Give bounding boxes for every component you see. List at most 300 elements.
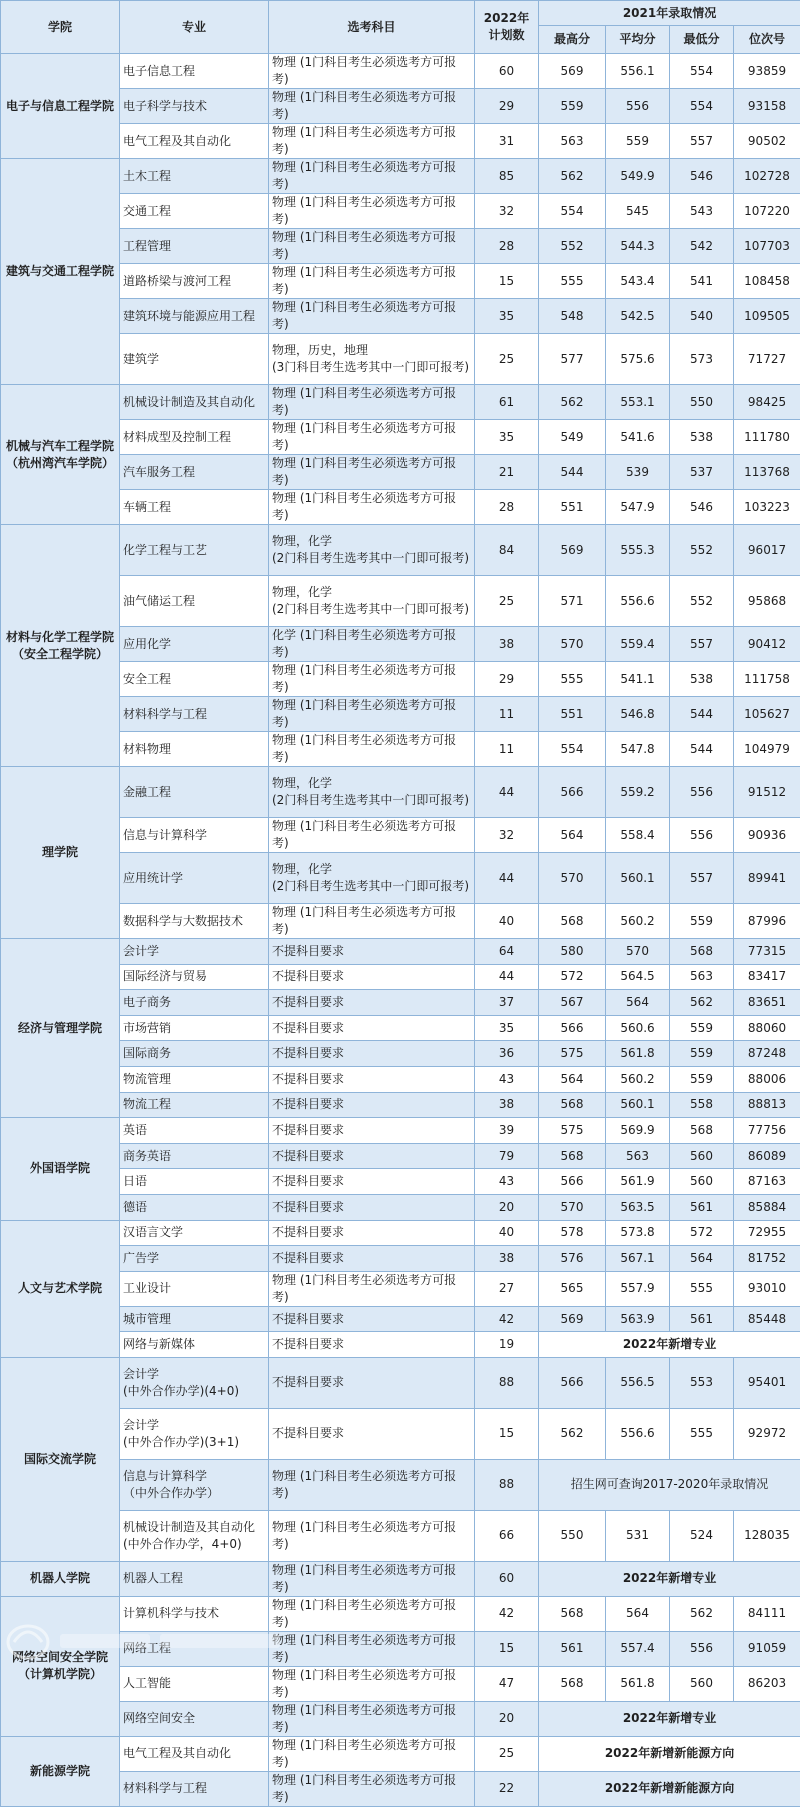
- min-score: 540: [670, 299, 734, 334]
- avg-score: 560.1: [606, 853, 670, 904]
- subject-requirement: 化学 (1门科目考生必须选考方可报考): [269, 627, 475, 662]
- major-name: 日语: [120, 1169, 269, 1195]
- rank-number: 107220: [734, 194, 800, 229]
- rank-number: 98425: [734, 385, 800, 420]
- min-score: 558: [670, 1092, 734, 1118]
- plan-count: 15: [475, 1631, 539, 1666]
- subject-requirement: 物理 (1门科目考生必须选考方可报考): [269, 1510, 475, 1561]
- rank-number: 86089: [734, 1143, 800, 1169]
- major-name: 国际经济与贸易: [120, 964, 269, 990]
- table-row: [1, 1561, 800, 1596]
- header-major: 专业: [120, 1, 269, 54]
- rank-number: 90412: [734, 627, 800, 662]
- subject-requirement: 不提科目要求: [269, 1194, 475, 1220]
- subject-requirement: 物理 (1门科目考生必须选考方可报考): [269, 124, 475, 159]
- min-score: 564: [670, 1246, 734, 1272]
- table-row: [1, 767, 800, 818]
- subject-requirement: 不提科目要求: [269, 1041, 475, 1067]
- major-name: 油气储运工程: [120, 576, 269, 627]
- rank-number: 86203: [734, 1666, 800, 1701]
- min-score: 552: [670, 576, 734, 627]
- max-score: 564: [539, 1066, 606, 1092]
- avg-score: 567.1: [606, 1246, 670, 1272]
- min-score: 557: [670, 124, 734, 159]
- max-score: 551: [539, 697, 606, 732]
- subject-requirement: 物理 (1门科目考生必须选考方可报考): [269, 420, 475, 455]
- subject-requirement: 物理 (1门科目考生必须选考方可报考): [269, 1459, 475, 1510]
- admission-note: 2022年新增新能源方向: [539, 1771, 800, 1806]
- table-row: [1, 54, 800, 89]
- max-score: 571: [539, 576, 606, 627]
- major-name: 电子信息工程: [120, 54, 269, 89]
- max-score: 565: [539, 1271, 606, 1306]
- major-name: 网络工程: [120, 1631, 269, 1666]
- major-name: 化学工程与工艺: [120, 525, 269, 576]
- plan-count: 11: [475, 697, 539, 732]
- plan-count: 28: [475, 229, 539, 264]
- plan-count: 21: [475, 455, 539, 490]
- table-row: [1, 853, 800, 904]
- table-row: [1, 1066, 800, 1092]
- min-score: 560: [670, 1169, 734, 1195]
- rank-number: 111780: [734, 420, 800, 455]
- plan-count: 88: [475, 1459, 539, 1510]
- rank-number: 88060: [734, 1015, 800, 1041]
- rank-number: 87163: [734, 1169, 800, 1195]
- major-name: 国际商务: [120, 1041, 269, 1067]
- min-score: 556: [670, 767, 734, 818]
- table-row: [1, 1220, 800, 1246]
- min-score: 562: [670, 990, 734, 1016]
- major-name: 汉语言文学: [120, 1220, 269, 1246]
- table-row: [1, 904, 800, 939]
- subject-requirement: 物理 (1门科目考生必须选考方可报考): [269, 1596, 475, 1631]
- plan-count: 44: [475, 964, 539, 990]
- table-row: [1, 576, 800, 627]
- rank-number: 71727: [734, 334, 800, 385]
- table-row: [1, 525, 800, 576]
- avg-score: 556.6: [606, 576, 670, 627]
- max-score: 554: [539, 732, 606, 767]
- major-name: 会计学 (中外合作办学)(4+0): [120, 1357, 269, 1408]
- rank-number: 91512: [734, 767, 800, 818]
- min-score: 572: [670, 1220, 734, 1246]
- max-score: 568: [539, 904, 606, 939]
- max-score: 575: [539, 1118, 606, 1144]
- min-score: 543: [670, 194, 734, 229]
- max-score: 563: [539, 124, 606, 159]
- table-row: [1, 455, 800, 490]
- rank-number: 103223: [734, 490, 800, 525]
- plan-count: 35: [475, 299, 539, 334]
- rank-number: 96017: [734, 525, 800, 576]
- max-score: 554: [539, 194, 606, 229]
- max-score: 575: [539, 1041, 606, 1067]
- admission-note: 2022年新增专业: [539, 1561, 800, 1596]
- avg-score: 564: [606, 1596, 670, 1631]
- rank-number: 88006: [734, 1066, 800, 1092]
- table-row: [1, 1666, 800, 1701]
- plan-count: 44: [475, 767, 539, 818]
- max-score: 568: [539, 1143, 606, 1169]
- max-score: 570: [539, 1194, 606, 1220]
- rank-number: 85448: [734, 1306, 800, 1332]
- rank-number: 77315: [734, 939, 800, 965]
- table-row: [1, 264, 800, 299]
- plan-count: 25: [475, 334, 539, 385]
- subject-requirement: 物理 (1门科目考生必须选考方可报考): [269, 159, 475, 194]
- table-row: [1, 1596, 800, 1631]
- plan-count: 66: [475, 1510, 539, 1561]
- rank-number: 87248: [734, 1041, 800, 1067]
- max-score: 552: [539, 229, 606, 264]
- major-name: 电气工程及其自动化: [120, 124, 269, 159]
- major-name: 材料物理: [120, 732, 269, 767]
- header-max: 最高分: [539, 26, 606, 54]
- subject-requirement: 不提科目要求: [269, 1220, 475, 1246]
- avg-score: 560.2: [606, 904, 670, 939]
- min-score: 554: [670, 54, 734, 89]
- major-name: 网络空间安全: [120, 1701, 269, 1736]
- avg-score: 561.8: [606, 1666, 670, 1701]
- subject-requirement: 物理 (1门科目考生必须选考方可报考): [269, 1271, 475, 1306]
- major-name: 土木工程: [120, 159, 269, 194]
- plan-count: 25: [475, 1736, 539, 1771]
- plan-count: 22: [475, 1771, 539, 1806]
- subject-requirement: 物理 (1门科目考生必须选考方可报考): [269, 1771, 475, 1806]
- avg-score: 557.4: [606, 1631, 670, 1666]
- max-score: 559: [539, 89, 606, 124]
- avg-score: 556.5: [606, 1357, 670, 1408]
- min-score: 554: [670, 89, 734, 124]
- subject-requirement: 不提科目要求: [269, 990, 475, 1016]
- subject-requirement: 物理 (1门科目考生必须选考方可报考): [269, 264, 475, 299]
- header-college: 学院: [1, 1, 120, 54]
- plan-count: 40: [475, 1220, 539, 1246]
- header-admission-2021: 2021年录取情况: [539, 1, 800, 26]
- major-name: 建筑学: [120, 334, 269, 385]
- subject-requirement: 不提科目要求: [269, 1408, 475, 1459]
- min-score: 560: [670, 1143, 734, 1169]
- major-name: 建筑环境与能源应用工程: [120, 299, 269, 334]
- max-score: 570: [539, 853, 606, 904]
- plan-count: 35: [475, 420, 539, 455]
- major-name: 机器人工程: [120, 1561, 269, 1596]
- max-score: 580: [539, 939, 606, 965]
- subject-requirement: 不提科目要求: [269, 1118, 475, 1144]
- max-score: 548: [539, 299, 606, 334]
- rank-number: 111758: [734, 662, 800, 697]
- min-score: 573: [670, 334, 734, 385]
- min-score: 537: [670, 455, 734, 490]
- college-name: 建筑与交通工程学院: [1, 159, 120, 385]
- rank-number: 83651: [734, 990, 800, 1016]
- plan-count: 43: [475, 1066, 539, 1092]
- subject-requirement: 物理 (1门科目考生必须选考方可报考): [269, 904, 475, 939]
- rank-number: 81752: [734, 1246, 800, 1272]
- max-score: 576: [539, 1246, 606, 1272]
- rank-number: 128035: [734, 1510, 800, 1561]
- table-row: [1, 1306, 800, 1332]
- header-min: 最低分: [670, 26, 734, 54]
- avg-score: 569.9: [606, 1118, 670, 1144]
- rank-number: 85884: [734, 1194, 800, 1220]
- max-score: 555: [539, 264, 606, 299]
- college-name: 材料与化学工程学院 （安全工程学院）: [1, 525, 120, 767]
- max-score: 551: [539, 490, 606, 525]
- table-row: [1, 964, 800, 990]
- avg-score: 563.9: [606, 1306, 670, 1332]
- rank-number: 108458: [734, 264, 800, 299]
- min-score: 552: [670, 525, 734, 576]
- plan-count: 15: [475, 264, 539, 299]
- major-name: 工程管理: [120, 229, 269, 264]
- plan-count: 38: [475, 1092, 539, 1118]
- rank-number: 90502: [734, 124, 800, 159]
- rank-number: 91059: [734, 1631, 800, 1666]
- avg-score: 549.9: [606, 159, 670, 194]
- subject-requirement: 物理 (1门科目考生必须选考方可报考): [269, 1701, 475, 1736]
- min-score: 561: [670, 1194, 734, 1220]
- table-row: [1, 1092, 800, 1118]
- avg-score: 531: [606, 1510, 670, 1561]
- plan-count: 32: [475, 818, 539, 853]
- major-name: 城市管理: [120, 1306, 269, 1332]
- rank-number: 109505: [734, 299, 800, 334]
- max-score: 569: [539, 1306, 606, 1332]
- table-row: [1, 385, 800, 420]
- max-score: 544: [539, 455, 606, 490]
- min-score: 561: [670, 1306, 734, 1332]
- subject-requirement: 物理 (1门科目考生必须选考方可报考): [269, 1666, 475, 1701]
- min-score: 563: [670, 964, 734, 990]
- college-name: 理学院: [1, 767, 120, 939]
- table-row: [1, 818, 800, 853]
- plan-count: 42: [475, 1306, 539, 1332]
- table-row: [1, 1459, 800, 1510]
- subject-requirement: 不提科目要求: [269, 1332, 475, 1358]
- subject-requirement: 物理 (1门科目考生必须选考方可报考): [269, 1736, 475, 1771]
- avg-score: 542.5: [606, 299, 670, 334]
- plan-count: 44: [475, 853, 539, 904]
- avg-score: 547.9: [606, 490, 670, 525]
- avg-score: 556: [606, 89, 670, 124]
- min-score: 559: [670, 1015, 734, 1041]
- max-score: 555: [539, 662, 606, 697]
- subject-requirement: 物理，化学 (2门科目考生选考其中一门即可报考): [269, 853, 475, 904]
- min-score: 568: [670, 939, 734, 965]
- min-score: 550: [670, 385, 734, 420]
- subject-requirement: 不提科目要求: [269, 1246, 475, 1272]
- rank-number: 72955: [734, 1220, 800, 1246]
- table-row: [1, 662, 800, 697]
- avg-score: 545: [606, 194, 670, 229]
- min-score: 559: [670, 1041, 734, 1067]
- major-name: 市场营销: [120, 1015, 269, 1041]
- subject-requirement: 不提科目要求: [269, 1169, 475, 1195]
- major-name: 数据科学与大数据技术: [120, 904, 269, 939]
- plan-count: 38: [475, 1246, 539, 1272]
- avg-score: 541.1: [606, 662, 670, 697]
- rank-number: 107703: [734, 229, 800, 264]
- college-name: 电子与信息工程学院: [1, 54, 120, 159]
- header-rank: 位次号: [734, 26, 800, 54]
- avg-score: 560.6: [606, 1015, 670, 1041]
- avg-score: 556.1: [606, 54, 670, 89]
- plan-count: 11: [475, 732, 539, 767]
- plan-count: 47: [475, 1666, 539, 1701]
- max-score: 549: [539, 420, 606, 455]
- subject-requirement: 不提科目要求: [269, 1143, 475, 1169]
- major-name: 应用化学: [120, 627, 269, 662]
- rank-number: 83417: [734, 964, 800, 990]
- major-name: 交通工程: [120, 194, 269, 229]
- min-score: 555: [670, 1271, 734, 1306]
- subject-requirement: 物理 (1门科目考生必须选考方可报考): [269, 89, 475, 124]
- college-name: 人文与艺术学院: [1, 1220, 120, 1357]
- major-name: 机械设计制造及其自动化: [120, 385, 269, 420]
- table-row: [1, 1169, 800, 1195]
- rank-number: 90936: [734, 818, 800, 853]
- min-score: 556: [670, 1631, 734, 1666]
- subject-requirement: 物理 (1门科目考生必须选考方可报考): [269, 732, 475, 767]
- rank-number: 93010: [734, 1271, 800, 1306]
- table-body: [1, 54, 800, 1807]
- max-score: 569: [539, 525, 606, 576]
- min-score: 546: [670, 490, 734, 525]
- subject-requirement: 不提科目要求: [269, 939, 475, 965]
- subject-requirement: 物理 (1门科目考生必须选考方可报考): [269, 662, 475, 697]
- avg-score: 558.4: [606, 818, 670, 853]
- major-name: 安全工程: [120, 662, 269, 697]
- table-row: [1, 159, 800, 194]
- plan-count: 88: [475, 1357, 539, 1408]
- major-name: 电子商务: [120, 990, 269, 1016]
- min-score: 555: [670, 1408, 734, 1459]
- header-plan: 2022年 计划数: [475, 1, 539, 54]
- min-score: 560: [670, 1666, 734, 1701]
- plan-count: 64: [475, 939, 539, 965]
- major-name: 道路桥梁与渡河工程: [120, 264, 269, 299]
- plan-count: 84: [475, 525, 539, 576]
- plan-count: 61: [475, 385, 539, 420]
- table-row: [1, 334, 800, 385]
- avg-score: 570: [606, 939, 670, 965]
- max-score: 566: [539, 1015, 606, 1041]
- max-score: 577: [539, 334, 606, 385]
- table-row: [1, 939, 800, 965]
- admission-note: 2022年新增专业: [539, 1701, 800, 1736]
- avg-score: 559.2: [606, 767, 670, 818]
- table-row: [1, 1332, 800, 1358]
- plan-count: 15: [475, 1408, 539, 1459]
- rank-number: 77756: [734, 1118, 800, 1144]
- avg-score: 547.8: [606, 732, 670, 767]
- table-row: [1, 1118, 800, 1144]
- table-row: [1, 420, 800, 455]
- rank-number: 88813: [734, 1092, 800, 1118]
- rank-number: 95401: [734, 1357, 800, 1408]
- min-score: 568: [670, 1118, 734, 1144]
- table-row: [1, 89, 800, 124]
- plan-count: 29: [475, 89, 539, 124]
- rank-number: 105627: [734, 697, 800, 732]
- max-score: 561: [539, 1631, 606, 1666]
- min-score: 553: [670, 1357, 734, 1408]
- table-row: [1, 1631, 800, 1666]
- plan-count: 79: [475, 1143, 539, 1169]
- major-name: 材料科学与工程: [120, 1771, 269, 1806]
- avg-score: 563.5: [606, 1194, 670, 1220]
- rank-number: 95868: [734, 576, 800, 627]
- max-score: 568: [539, 1596, 606, 1631]
- min-score: 541: [670, 264, 734, 299]
- college-name: 经济与管理学院: [1, 939, 120, 1118]
- table-row: [1, 229, 800, 264]
- subject-requirement: 不提科目要求: [269, 1306, 475, 1332]
- table-row: [1, 1736, 800, 1771]
- subject-requirement: 物理，历史，地理 (3门科目考生选考其中一门即可报考): [269, 334, 475, 385]
- rank-number: 102728: [734, 159, 800, 194]
- major-name: 机械设计制造及其自动化 (中外合作办学，4+0): [120, 1510, 269, 1561]
- major-name: 工业设计: [120, 1271, 269, 1306]
- table-row: [1, 1771, 800, 1806]
- avg-score: 557.9: [606, 1271, 670, 1306]
- plan-count: 32: [475, 194, 539, 229]
- major-name: 计算机科学与技术: [120, 1596, 269, 1631]
- subject-requirement: 不提科目要求: [269, 1357, 475, 1408]
- max-score: 562: [539, 385, 606, 420]
- table-row: [1, 490, 800, 525]
- major-name: 应用统计学: [120, 853, 269, 904]
- rank-number: 113768: [734, 455, 800, 490]
- avg-score: 556.6: [606, 1408, 670, 1459]
- plan-count: 60: [475, 54, 539, 89]
- min-score: 524: [670, 1510, 734, 1561]
- avg-score: 553.1: [606, 385, 670, 420]
- min-score: 556: [670, 818, 734, 853]
- plan-count: 20: [475, 1194, 539, 1220]
- max-score: 572: [539, 964, 606, 990]
- avg-score: 564: [606, 990, 670, 1016]
- plan-count: 38: [475, 627, 539, 662]
- min-score: 542: [670, 229, 734, 264]
- table-row: [1, 1041, 800, 1067]
- max-score: 566: [539, 1357, 606, 1408]
- major-name: 会计学: [120, 939, 269, 965]
- major-name: 商务英语: [120, 1143, 269, 1169]
- plan-count: 35: [475, 1015, 539, 1041]
- rank-number: 93158: [734, 89, 800, 124]
- min-score: 546: [670, 159, 734, 194]
- avg-score: 539: [606, 455, 670, 490]
- plan-count: 40: [475, 904, 539, 939]
- table-row: [1, 1143, 800, 1169]
- major-name: 网络与新媒体: [120, 1332, 269, 1358]
- avg-score: 559.4: [606, 627, 670, 662]
- subject-requirement: 不提科目要求: [269, 1015, 475, 1041]
- header-subjects: 选考科目: [269, 1, 475, 54]
- avg-score: 575.6: [606, 334, 670, 385]
- avg-score: 555.3: [606, 525, 670, 576]
- table-row: [1, 1246, 800, 1272]
- major-name: 英语: [120, 1118, 269, 1144]
- college-name: 新能源学院: [1, 1736, 120, 1806]
- plan-count: 85: [475, 159, 539, 194]
- subject-requirement: 物理 (1门科目考生必须选考方可报考): [269, 194, 475, 229]
- major-name: 人工智能: [120, 1666, 269, 1701]
- avg-score: 544.3: [606, 229, 670, 264]
